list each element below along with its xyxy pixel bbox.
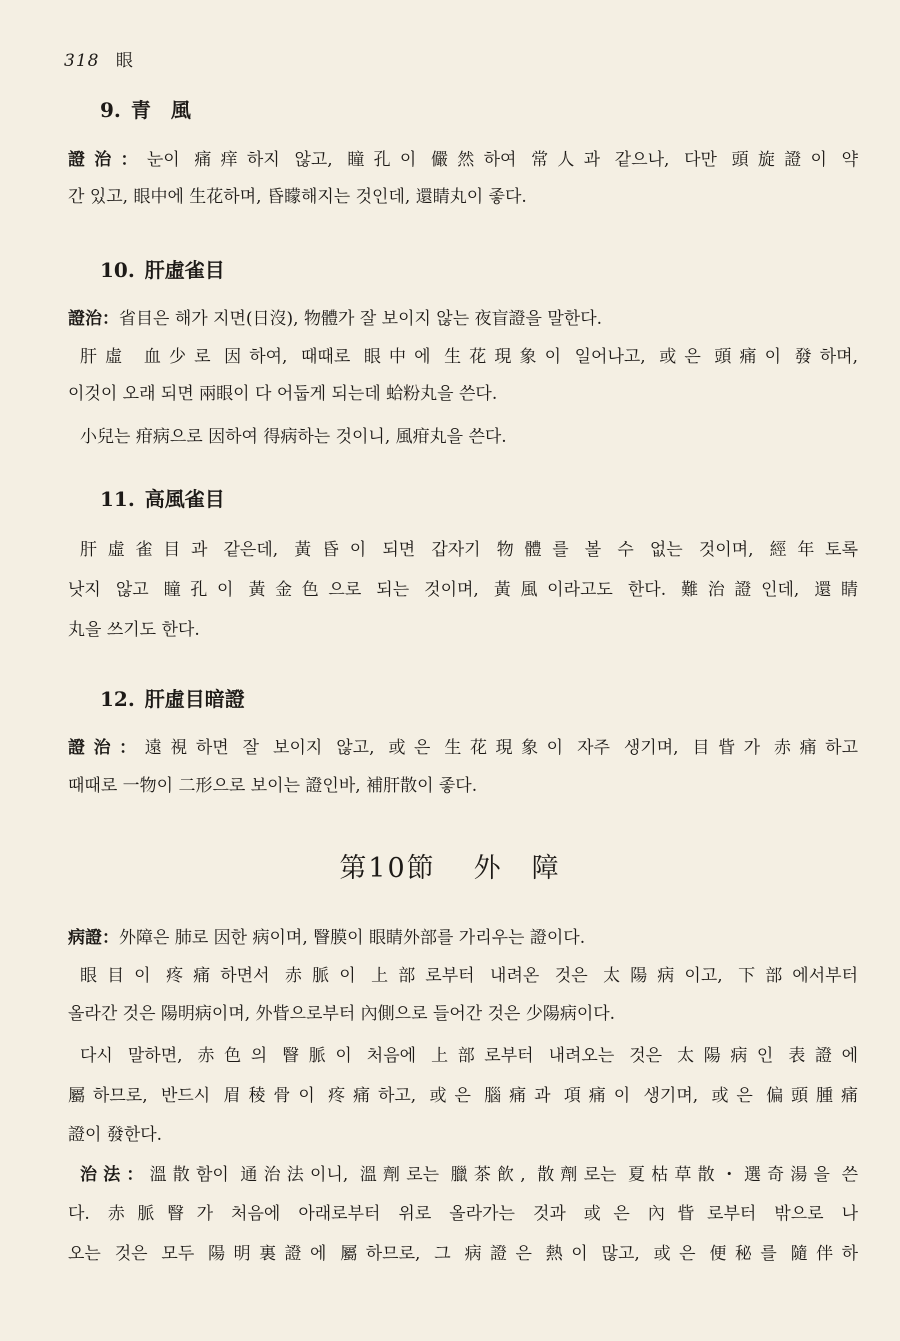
text-line — [68, 1201, 858, 1227]
text-line — [68, 1122, 162, 1148]
line-text: 溫散함이 通治法이니, 溫劑로는 臘茶飮, 散劑로는 夏枯草散・選奇湯을 쓴 — [149, 1165, 859, 1185]
text-line — [80, 537, 858, 563]
section-title: 肝虛目暗證 — [144, 687, 245, 711]
page-number: 318 — [64, 51, 100, 71]
text-line — [68, 735, 858, 761]
line-text: 다. 赤脈瞖가 처음에 아래로부터 위로 올라가는 것과 或은 內眥로부터 밖으로 나 — [68, 1204, 858, 1224]
text-line — [80, 963, 858, 989]
text-line — [80, 344, 858, 370]
text-line — [68, 773, 477, 799]
section-number: 10. — [100, 258, 135, 282]
section-heading-10 — [100, 254, 225, 283]
text-line — [68, 306, 602, 332]
line-text: 證이 發한다. — [68, 1125, 163, 1145]
line-label: 治法： — [80, 1165, 150, 1185]
line-text: 眼目이 疼痛하면서 赤脈이 上部로부터 내려온 것은 太陽病이고, 下部에서부터 — [80, 966, 858, 986]
section-number: 9. — [100, 98, 121, 122]
line-text: 遠視하면 잘 보이지 않고, 或은 生花現象이 자주 생기며, 目眥가 赤痛하고 — [144, 738, 859, 758]
line-text: 오는 것은 모두 陽明裏證에 屬하므로, 그 病證은 熱이 많고, 或은 便秘를 隨伴하 — [68, 1244, 858, 1264]
text-line — [68, 1241, 858, 1267]
running-title: 眼 — [115, 51, 134, 71]
line-text: 省目은 해가 지면(日沒), 物體가 잘 보이지 않는 夜盲證을 말한다. — [119, 309, 603, 329]
text-line — [68, 617, 200, 643]
chapter-section-label: 第10節 — [339, 853, 436, 884]
line-text: 이것이 오래 되면 兩眼이 다 어둡게 되는데 蛤粉丸을 쓴다. — [68, 384, 498, 404]
section-heading-12 — [100, 683, 245, 712]
text-line — [68, 577, 858, 603]
chapter-section-title — [0, 846, 900, 885]
text-line — [68, 1083, 858, 1109]
line-text: 간 있고, 眼中에 生花하며, 昏矇해지는 것인데, 還睛丸이 좋다. — [68, 187, 527, 207]
section-number: 12. — [100, 687, 135, 711]
line-label: 病證： — [68, 928, 119, 948]
text-line — [68, 381, 497, 407]
text-line — [68, 147, 858, 173]
text-line — [80, 1162, 858, 1188]
section-heading-11 — [100, 483, 225, 512]
line-text: 小兒는 疳病으로 因하여 得病하는 것이니, 風疳丸을 쓴다. — [80, 427, 507, 447]
running-head — [64, 46, 134, 71]
line-text: 다시 말하면, 赤色의 瞖脈이 처음에 上部로부터 내려오는 것은 太陽病인 表證에 — [80, 1046, 858, 1066]
line-text: 눈이 痛痒하지 않고, 瞳孔이 儼然하여 常人과 같으나, 다만 頭旋證이 약 — [146, 150, 859, 170]
line-text: 外障은 肺로 因한 病이며, 瞖膜이 眼睛外部를 가리우는 證이다. — [119, 928, 586, 948]
line-text: 올라간 것은 陽明病이며, 外眥으로부터 內側으로 들어간 것은 少陽病이다. — [68, 1004, 616, 1024]
text-line — [80, 424, 858, 450]
section-title: 高風雀目 — [144, 487, 225, 511]
section-title: 青 風 — [130, 98, 191, 122]
line-text: 屬하므로, 반드시 眉稜骨이 疼痛하고, 或은 腦痛과 項痛이 생기며, 或은 偏頭腫痛 — [68, 1086, 858, 1106]
text-line — [68, 184, 527, 210]
line-text: 丸을 쓰기도 한다. — [68, 620, 200, 640]
section-title: 肝虛雀目 — [144, 258, 225, 282]
section-number: 11. — [100, 487, 135, 511]
line-text: 낫지 않고 瞳孔이 黃金色으로 되는 것이며, 黃風이라고도 한다. 難治證인데, 還睛 — [68, 580, 858, 600]
section-heading-9 — [100, 94, 191, 123]
line-label: 證治： — [68, 309, 119, 329]
line-text: 肝虛 血少로 因하여, 때때로 眼中에 生花現象이 일어나고, 或은 頭痛이 發하며, — [80, 347, 858, 367]
line-label: 證治： — [68, 150, 147, 170]
chapter-section-name: 外 障 — [473, 853, 561, 884]
text-line — [80, 1043, 858, 1069]
line-label: 證治： — [68, 738, 145, 758]
text-line — [68, 1001, 615, 1027]
text-line — [68, 925, 585, 951]
line-text: 肝虛雀目과 같은데, 黃昏이 되면 갑자기 物體를 볼 수 없는 것이며, 經年토록 — [80, 540, 858, 560]
line-text: 때때로 一物이 二形으로 보이는 證인바, 補肝散이 좋다. — [68, 776, 478, 796]
